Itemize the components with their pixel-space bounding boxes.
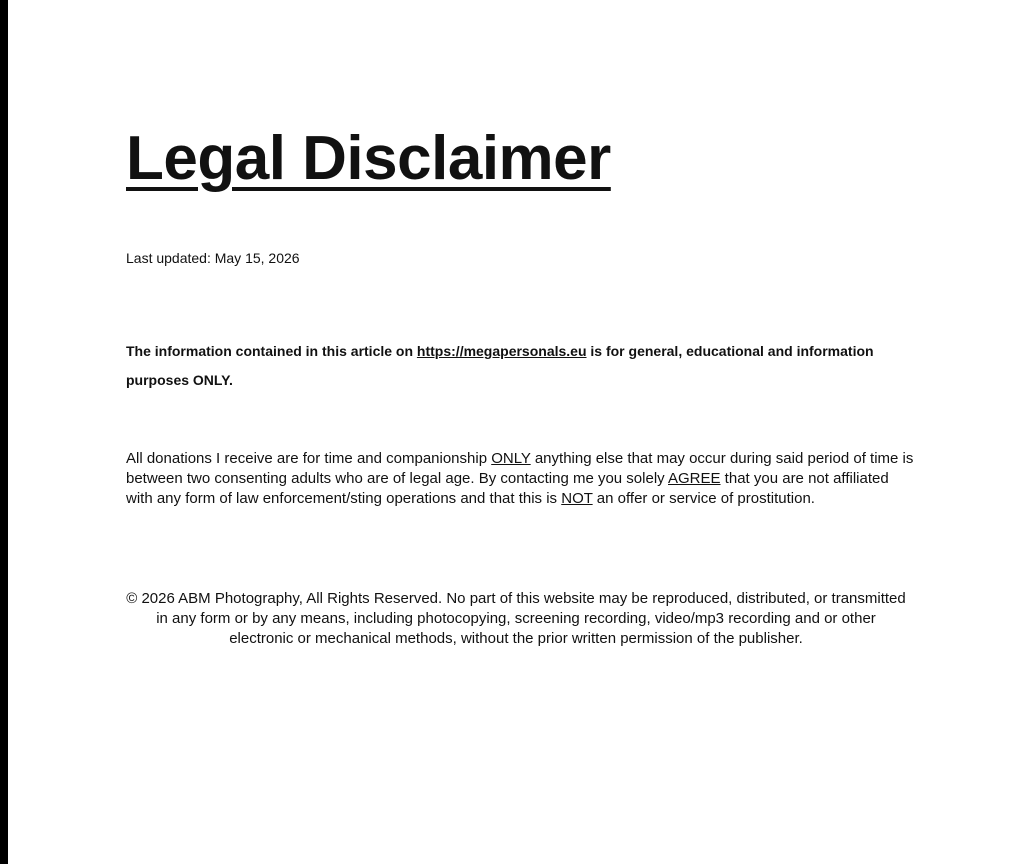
donation-terms-paragraph bbox=[126, 449, 916, 509]
terms-text-4: an offer or service of prostitution. bbox=[592, 490, 815, 507]
notice-text-before: The information contained in this article on bbox=[126, 343, 417, 359]
not-emphasis: NOT bbox=[561, 490, 593, 507]
only-emphasis: ONLY bbox=[491, 450, 531, 467]
terms-text-3: that you are not affiliated with any form of law enforcement/sting operations and that this is bbox=[126, 470, 889, 507]
terms-text-2: anything else that may occur during said period of time is between two consenting adults who are of legal age. By contacting me you solely bbox=[126, 450, 914, 487]
terms-text-1: All donations I receive are for time and companionship bbox=[126, 450, 492, 467]
page-title: Legal Disclaimer bbox=[126, 124, 611, 193]
website-link[interactable]: https://megapersonals.eu bbox=[416, 343, 587, 359]
notice-text-after: is for general, educational and information purposes ONLY. bbox=[126, 343, 874, 388]
information-notice bbox=[126, 337, 886, 395]
agree-emphasis: AGREE bbox=[668, 470, 721, 487]
copyright-notice: © 2026 ABM Photography, All Rights Reserved. No part of this website may be reproduced, distributed, or transmitted in any form or by any means, including photocopying, screening recording, video/mp3 recording and or other electronic or mechanical methods, without the prior written permission of the publisher. bbox=[126, 590, 906, 647]
left-edge-bar bbox=[0, 0, 8, 864]
last-updated-text: Last updated: May 15, 2026 bbox=[126, 250, 300, 266]
